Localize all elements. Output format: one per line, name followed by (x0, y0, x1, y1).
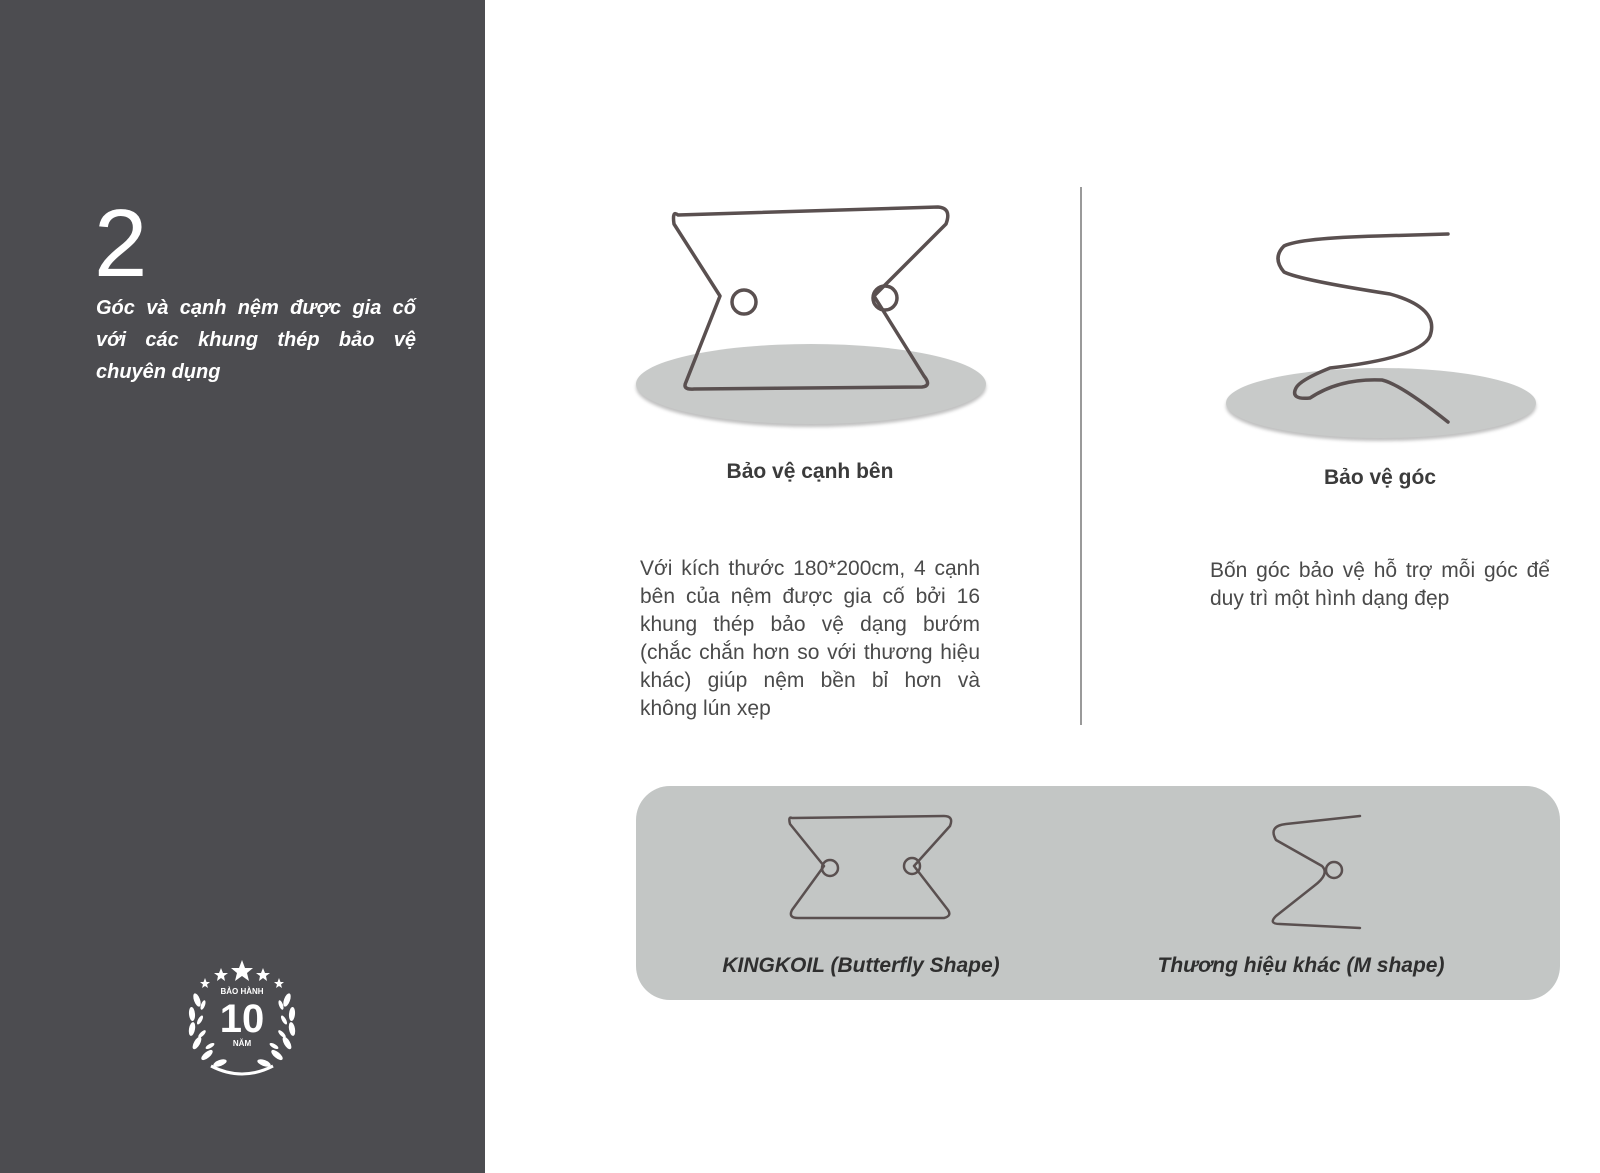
column-divider (1080, 187, 1082, 725)
warranty-badge-icon (183, 960, 301, 1080)
comparison-panel (636, 786, 1560, 1000)
badge-bottom-text: NĂM (232, 1039, 252, 1048)
sidebar-panel (0, 0, 485, 1173)
feature-2-caption: Bảo vệ góc (1323, 466, 1437, 489)
feature-1-description: Với kích thước 180*200cm, 4 cạnh bên của nệm được gia cố bởi 16 khung thép bảo vệ dạng bướm (chắc chắn hơn so với thương hiệu khác) giúp nệm bền bỉ hơn và không lún xẹp (640, 557, 980, 720)
comparison-label-kingkoil: KINGKOIL (Butterfly Shape) (722, 954, 1000, 977)
m-shape-icon (1266, 812, 1362, 934)
comparison-label-other: Thương hiệu khác (M shape) (1157, 954, 1445, 977)
section-number: 2 (94, 190, 148, 297)
butterfly-frame-icon (660, 200, 960, 400)
corner-frame-icon (1270, 228, 1450, 428)
feature-1-caption: Bảo vệ cạnh bên (726, 460, 894, 483)
butterfly-shape-icon (786, 812, 956, 922)
badge-top-text: BẢO HÀNH (220, 987, 264, 996)
badge-number: 10 (219, 997, 265, 1041)
feature-2-description: Bốn góc bảo vệ hỗ trợ mỗi góc để duy trì một hình dạng đẹp (1210, 559, 1550, 610)
section-title: Góc và cạnh nệm được gia cố với các khung thép bảo vệ chuyên dụng (96, 297, 416, 383)
